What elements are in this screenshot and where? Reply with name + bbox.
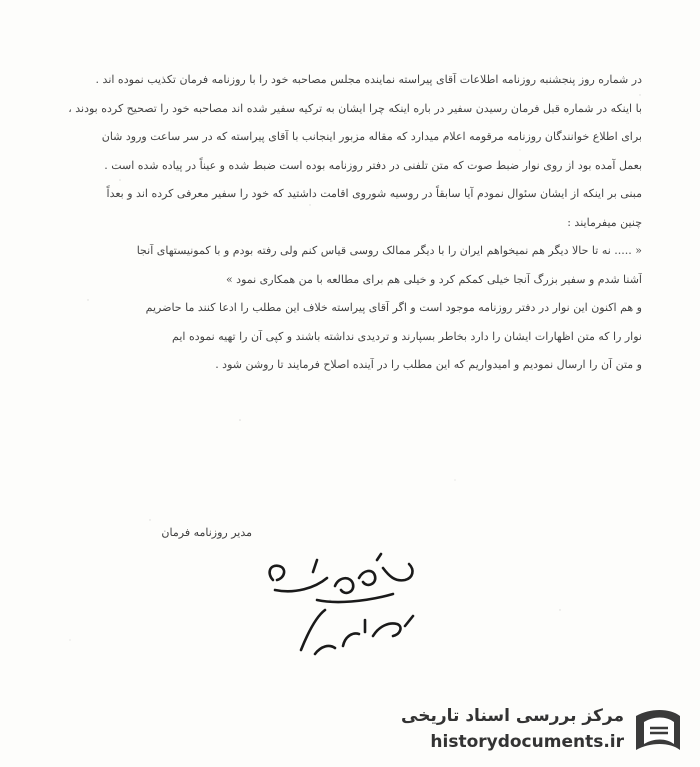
archive-logo-icon bbox=[630, 706, 686, 758]
letter-line-6: چنین میفرمایند : bbox=[567, 215, 642, 229]
letter-line-10: نوار را که متن اظهارات ایشان را دارد بخاطر بسپارند و تردیدی نداشته باشند و کپی آن را تهیه نموده ایم bbox=[172, 329, 642, 343]
watermark-site: historydocuments.ir bbox=[430, 732, 624, 752]
closing-title: مدیر روزنامه فرمان bbox=[161, 526, 252, 539]
letter-line-8: آشنا شدم و سفیر بزرگ آنجا خیلی کمکم کرد و خیلی هم برای مطالعه با من همکاری نمود » bbox=[225, 272, 642, 286]
watermark-title: مرکز بررسی اسناد تاریخی bbox=[401, 706, 624, 726]
letter-line-4: بعمل آمده بود از روی نوار ضبط صوت که متن تلفنی در دفتر روزنامه بوده است ضبط شده و عیناً در پیاده شده است . bbox=[104, 158, 642, 172]
letter-line-2: با اینکه در شماره قبل فرمان رسیدن سفیر در باره اینکه چرا ایشان به ترکیه سفیر شده اند مصاحبه خود را تصحیح کرده بودند ، bbox=[68, 101, 642, 115]
letter-line-5: مبنی بر اینکه از ایشان سئوال نمودم آیا سابقاً در روسیه شوروی اقامت داشتید که خود را سفیر معرفی کرده اند و بعداً bbox=[106, 187, 642, 200]
letter-line-11: و متن آن را ارسال نمودیم و امیدواریم که این مطلب را در آینده اصلاح فرمایند تا روشن شود . bbox=[215, 358, 642, 371]
letter-line-9: و هم اکنون این نوار در دفتر روزنامه موجود است و اگر آقای پیراسته خلاف این مطلب را ادعا کنند ما حاضریم bbox=[145, 301, 642, 314]
archive-watermark bbox=[401, 702, 696, 764]
letter-line-3: برای اطلاع خوانندگان روزنامه مرقومه اعلام میدارد که مقاله مزبور اینجانب با آقای پیراسته که در سر ساعت ورود شان bbox=[101, 130, 642, 143]
letter-line-1: در شماره روز پنجشنبه روزنامه اطلاعات آقای پیراسته نماینده مجلس مصاحبه خود را با روزنامه فرمان تکذیب نموده اند . bbox=[95, 73, 642, 86]
letter-line-7: « ..... نه تا حالا دیگر هم نمیخواهم ایران را با دیگر ممالک روسی قیاس کنم ولی رفته بودم و با کمونیستهای آنجا bbox=[136, 244, 642, 257]
letter-body bbox=[52, 66, 642, 380]
handwritten-signature bbox=[255, 550, 430, 680]
